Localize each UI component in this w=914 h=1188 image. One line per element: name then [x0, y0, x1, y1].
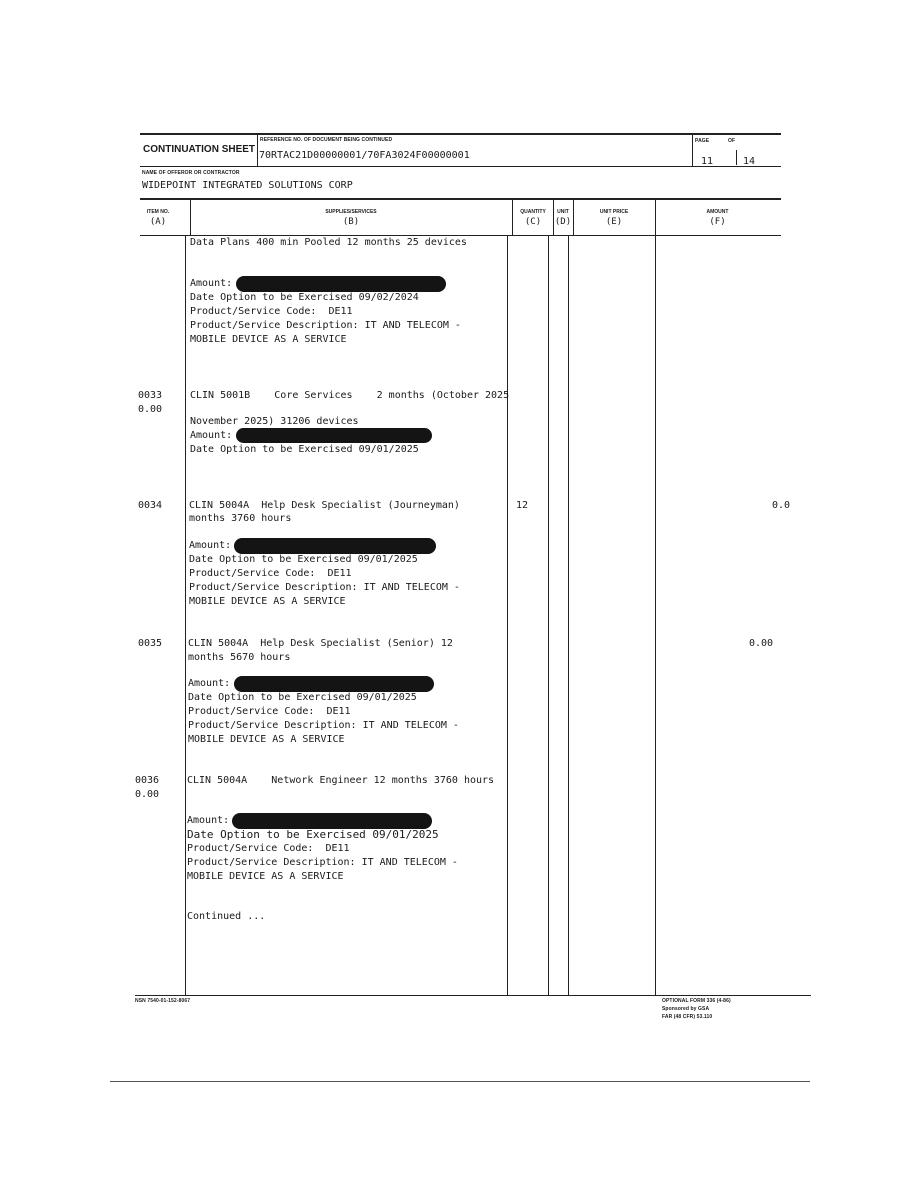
item-number-cont: 0.00: [135, 789, 160, 800]
column-header-supplies: [190, 209, 512, 227]
line-date-option: Date Option to be Exercised 09/01/2025: [189, 554, 418, 565]
line-product-description: Product/Service Description: IT AND TELECOM -: [189, 582, 460, 593]
continued-note: Continued ...: [187, 911, 266, 922]
line-months-hours: months 5670 hours: [188, 652, 291, 663]
line-amount: Amount:: [187, 815, 230, 826]
form-number: OPTIONAL FORM 336 (4-86): [662, 998, 731, 1004]
line-product-code: Product/Service Code: DE11: [188, 706, 351, 717]
page-label: PAGE: [695, 138, 710, 144]
redaction-bar: [234, 676, 434, 692]
column-title: AMOUNT: [706, 209, 729, 215]
line-product-description-cont: MOBILE DEVICE AS A SERVICE: [187, 871, 344, 882]
form-sponsor: Sponsored by GSA: [662, 1006, 710, 1012]
item-number: 0034: [138, 500, 163, 511]
line-amount: Amount:: [190, 430, 233, 441]
page-bottom-rule: [110, 1081, 810, 1082]
line-date-option: Date Option to be Exercised 09/01/2025: [188, 692, 417, 703]
redaction-bar: [236, 428, 432, 443]
line-product-description: Product/Service Description: IT AND TELECOM -: [190, 320, 461, 331]
line-product-description-cont: MOBILE DEVICE AS A SERVICE: [189, 596, 346, 607]
reference-number: 70RTAC21D00000001/70FA3024F00000001: [259, 150, 470, 161]
line-data-plans: Data Plans 400 min Pooled 12 months 25 devices: [190, 237, 467, 248]
form-title: CONTINUATION SHEET: [143, 144, 256, 155]
line-november: November 2025) 31206 devices: [190, 416, 359, 427]
item-number: 0035: [138, 638, 163, 649]
offeror-name: WIDEPOINT INTEGRATED SOLUTIONS CORP: [142, 180, 353, 191]
item-number: 0033: [138, 390, 163, 401]
page-total: 14: [743, 156, 756, 167]
redaction-bar: [236, 276, 446, 292]
column-letter: (D): [554, 217, 572, 227]
amount-value: 0.00: [749, 638, 774, 649]
line-date-option: Date Option to be Exercised 09/02/2024: [190, 292, 419, 303]
line-amount: Amount:: [188, 678, 231, 689]
column-header-item: [140, 209, 176, 227]
line-product-code: Product/Service Code: DE11: [187, 843, 350, 854]
line-months-hours: months 3760 hours: [189, 513, 292, 524]
line-product-description-cont: MOBILE DEVICE AS A SERVICE: [188, 734, 345, 745]
line-product-description: Product/Service Description: IT AND TELECOM -: [188, 720, 459, 731]
line-date-option: Date Option to be Exercised 09/01/2025: [190, 444, 419, 455]
column-letter: (B): [342, 217, 360, 227]
column-letter: (E): [605, 217, 623, 227]
column-title: QUANTITY: [520, 209, 546, 215]
column-letter: (F): [709, 217, 726, 227]
line-clin-5004a-journeyman: CLIN 5004A Help Desk Specialist (Journeyman): [189, 500, 460, 511]
column-header-unit-price: [573, 209, 655, 227]
line-date-option: Date Option to be Exercised 09/01/2025: [187, 828, 439, 841]
line-product-description: Product/Service Description: IT AND TELECOM -: [187, 857, 458, 868]
column-header-quantity: [513, 209, 553, 227]
redaction-bar: [234, 538, 436, 554]
form-regulation: FAR (48 CFR) 53.110: [662, 1014, 713, 1020]
of-label: OF: [728, 138, 736, 144]
offeror-label: NAME OF OFFEROR OR CONTRACTOR: [142, 170, 240, 176]
column-title: ITEM NO.: [146, 209, 170, 215]
amount-value: 0.0: [772, 500, 791, 511]
line-clin-5004a-senior: CLIN 5004A Help Desk Specialist (Senior) 12: [188, 638, 453, 649]
line-amount: Amount:: [189, 540, 232, 551]
reference-label: REFERENCE NO. OF DOCUMENT BEING CONTINUED: [260, 137, 393, 143]
line-product-description-cont: MOBILE DEVICE AS A SERVICE: [190, 334, 347, 345]
quantity-value: 12: [516, 500, 529, 511]
page-number: 11: [701, 156, 714, 167]
column-title: UNIT PRICE: [599, 209, 629, 215]
line-product-code: Product/Service Code: DE11: [189, 568, 352, 579]
column-title: UNIT: [557, 209, 569, 215]
item-number-cont: 0.00: [138, 404, 163, 415]
line-amount: Amount:: [190, 278, 233, 289]
column-header-amount: [655, 209, 780, 227]
column-header-unit: [553, 209, 573, 227]
line-product-code: Product/Service Code: DE11: [190, 306, 353, 317]
item-number: 0036: [135, 775, 160, 786]
column-letter: (A): [149, 217, 167, 227]
column-title: SUPPLIES/SERVICES: [325, 209, 377, 215]
nsn-number: NSN 7540-01-152-8067: [135, 998, 191, 1004]
line-clin-5004a-network: CLIN 5004A Network Engineer 12 months 3760 hours: [187, 775, 495, 786]
line-clin-5001b: CLIN 5001B Core Services 2 months (October 2025: [190, 390, 510, 401]
redaction-bar: [232, 813, 432, 829]
column-letter: (C): [524, 217, 542, 227]
